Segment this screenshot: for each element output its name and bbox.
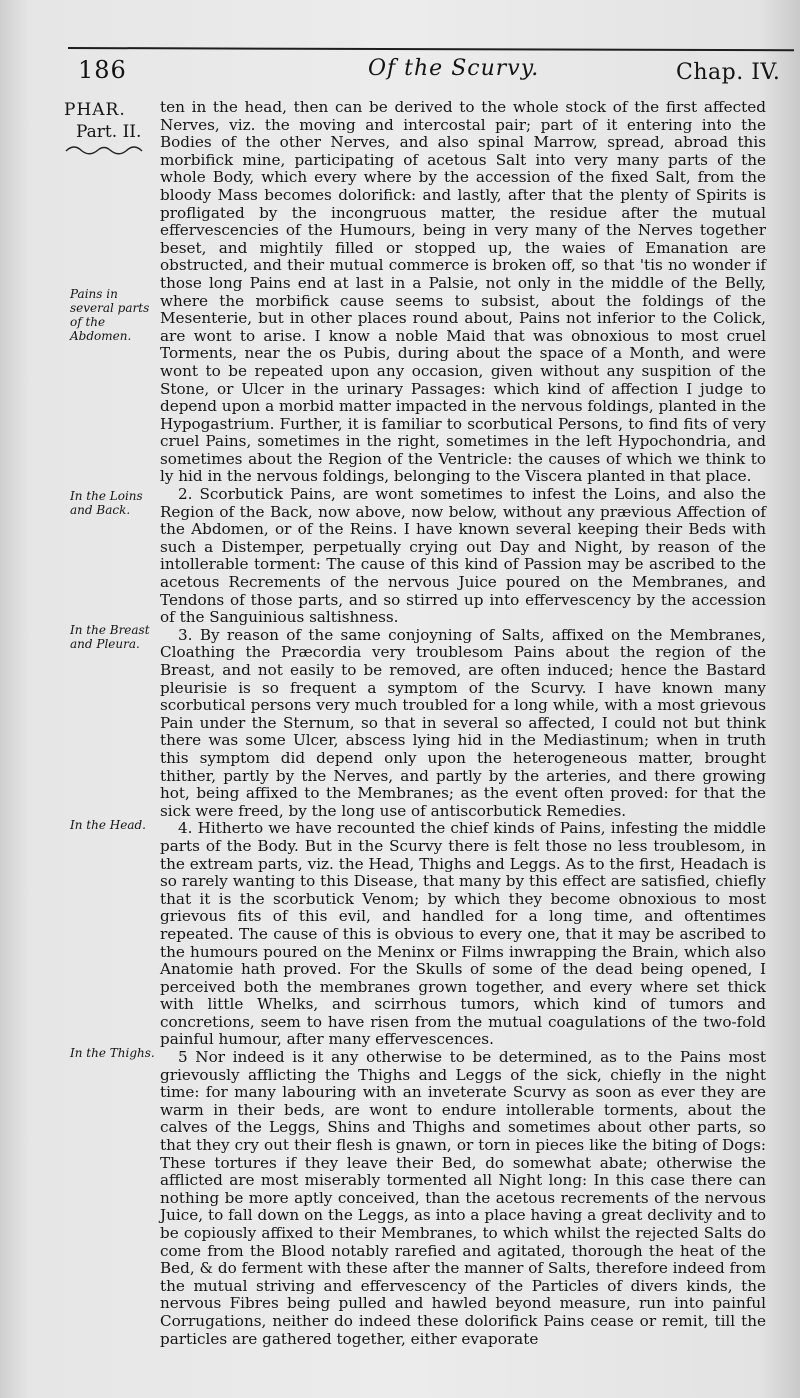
header-rule	[68, 47, 794, 51]
gutter-part: Part. II.	[76, 122, 142, 142]
paragraph-1: ten in the head, then can be derived to the whole stock of the first affected Nerves, viz. the moving and intercostal pair; part of it entering into the Bodies of the other Nerves, and also spinal Marrow, spread, abroad this morbifick mine, participating of acetous Salt into very many parts of the whole Body, which every where by the accession of the fixed Salt, from the bloody Mass becomes dolorifick: and lastly, after that the plenty of Spirits is profligated by the incongruous matter, the residue after the mutual effervescencies of the Humours, being in very many of the Nerves together beset, and mightily filled or stopped up, the waies of Emanation are obstructed, and their mutual commerce is broken off, so that 'tis no wonder if those long Pains end at last in a Palsie, not only in the middle of the Belly, where the morbifick cause seems to subsist, about the foldings of the Mesenterie, but in other places round about, Pains not inferior to the Colick, are wont to arise. I know a noble Maid that was obnoxious to most cruel Torments, near the os Pubis, during about the space of a Month, and were wont to be repeated upon any occasion, given without any suspition of the Stone, or Ulcer in the urinary Passages: which kind of affection I judge to depend upon a morbid matter impacted in the nervous foldings, planted in the Hypogastrium. Further, it is familiar to scorbutical Persons, to find fits of very cruel Pains, sometimes in the right, sometimes in the left Hypochondria, and sometimes about the Region of the Ventricle: the causes of which we think to ly hid in the nervous foldings, belonging to the Viscera planted in that place.	[160, 98, 766, 486]
ornament-icon	[64, 143, 144, 157]
margin-note-abdomen: Pains in several parts of the Abdomen.	[70, 287, 150, 343]
gutter-phar: PHAR.	[64, 100, 126, 120]
page-number: 186	[78, 56, 127, 84]
paragraph-5: 5 Nor indeed is it any otherwise to be determined, as to the Pains most grievously afflicting the Thighs and Leggs of the sick, chiefly in the night time: for many labouring with an inveterate Scurvy as soon as ever they are warm in their beds, are wont to endure intollerable torments, about the calves of the Leggs, Shins and Thighs and sometimes about other parts, so that they cry out their flesh is gnawn, or torn in pieces like the biting of Dogs: These tortures if they leave their Bed, do somewhat abate; otherwise the afflicted are most miserably tormented all Night long: In this case there can nothing be more aptly conceived, than the acetous recrements of the nervous Juice, to fall down on the Leggs, as into a place having a great declivity and to be copiously affixed to their Membranes, to which whilst the rejected Salts do come from the Blood notably rarefied and agitated, thorough the heat of the Bed, & do ferment with these after the manner of Salts, therefore indeed from the mutual striving and effervescency of the Particles of divers kinds, the nervous Fibres being pulled and hawled beyond measure, run into painful Corrugations, neither do indeed these dolorifick Pains cease or remit, till the particles are gathered together, either evaporate	[160, 1048, 766, 1348]
chapter-label: Chap. IV.	[676, 60, 781, 85]
paragraph-3: 3. By reason of the same conjoyning of Salts, affixed on the Membranes, Cloathing the Præcordia very troublesom Pains about the region of the Breast, and not easily to be removed, are often induced; hence the Bastard pleurisie is so frequent a symptom of the Scurvy. I have known many scorbutical persons very much troubled for a long while, with a most grievous Pain under the Sternum, so that in several so affected, I could not but think there was some Ulcer, abscess lying hid in the Mediastinum; when in truth this symptom did depend only upon the heterogeneous matter, brought thither, partly by the Nerves, and partly by the arteries, and there growing hot, being affixed to the Membranes; as the event often proved: for that the sick were freed, by the long use of antiscorbutick Remedies.	[160, 625, 766, 820]
margin-note-thighs: In the Thighs.	[70, 1046, 155, 1060]
margin-note-head: In the Head.	[70, 818, 146, 832]
paragraph-2: 2. Scorbutick Pains, are wont sometimes to infest the Loins, and also the Region of the Back, now above, now below, without any prævious Affection of the Abdomen, or of the Reins. I have known several keeping their Beds with such a Distemper, perpetually crying out Day and Night, by reason of the intollerable torment: The cause of this kind of Passion may be ascribed to the acetous Recrements of the nervous Juice poured on the Membranes, and Tendons of those parts, and so stirred up into effervescency by the accession of the Sanguinious saltishness.	[160, 485, 766, 627]
running-title: Of the Scurvy.	[368, 56, 540, 81]
margin-note-breast: In the Breast and Pleura.	[70, 623, 150, 651]
running-header	[0, 54, 800, 94]
paragraph-4: 4. Hitherto we have recounted the chief kinds of Pains, infesting the middle parts of the Body. But in the Scurvy there is felt those no less troublesom, in the extream parts, viz. the Head, Thighs and Leggs. As to the first, Headach is so rarely wanting to this Disease, that many by this effect are satisfied, chiefly that it is the scorbutick Venom; by which they become obnoxious to most grievous fits of this evil, and handled for a long time, and oftentimes repeated. The cause of this is obvious to every one, that it may be ascribed to the humours poured on the Meninx or Films inwrapping the Brain, which also Anatomie hath proved. For the Skulls of some of the dead being opened, I perceived both the membranes grown together, and every where set thick with little Whelks, and scirrhous tumors, which kind of tumors and concretions, seem to have risen from the mutual coagulations of the two-fold painful humour, after many effervescences.	[160, 819, 766, 1049]
margin-note-loins: In the Loins and Back.	[70, 489, 143, 517]
body-text	[160, 99, 766, 1348]
